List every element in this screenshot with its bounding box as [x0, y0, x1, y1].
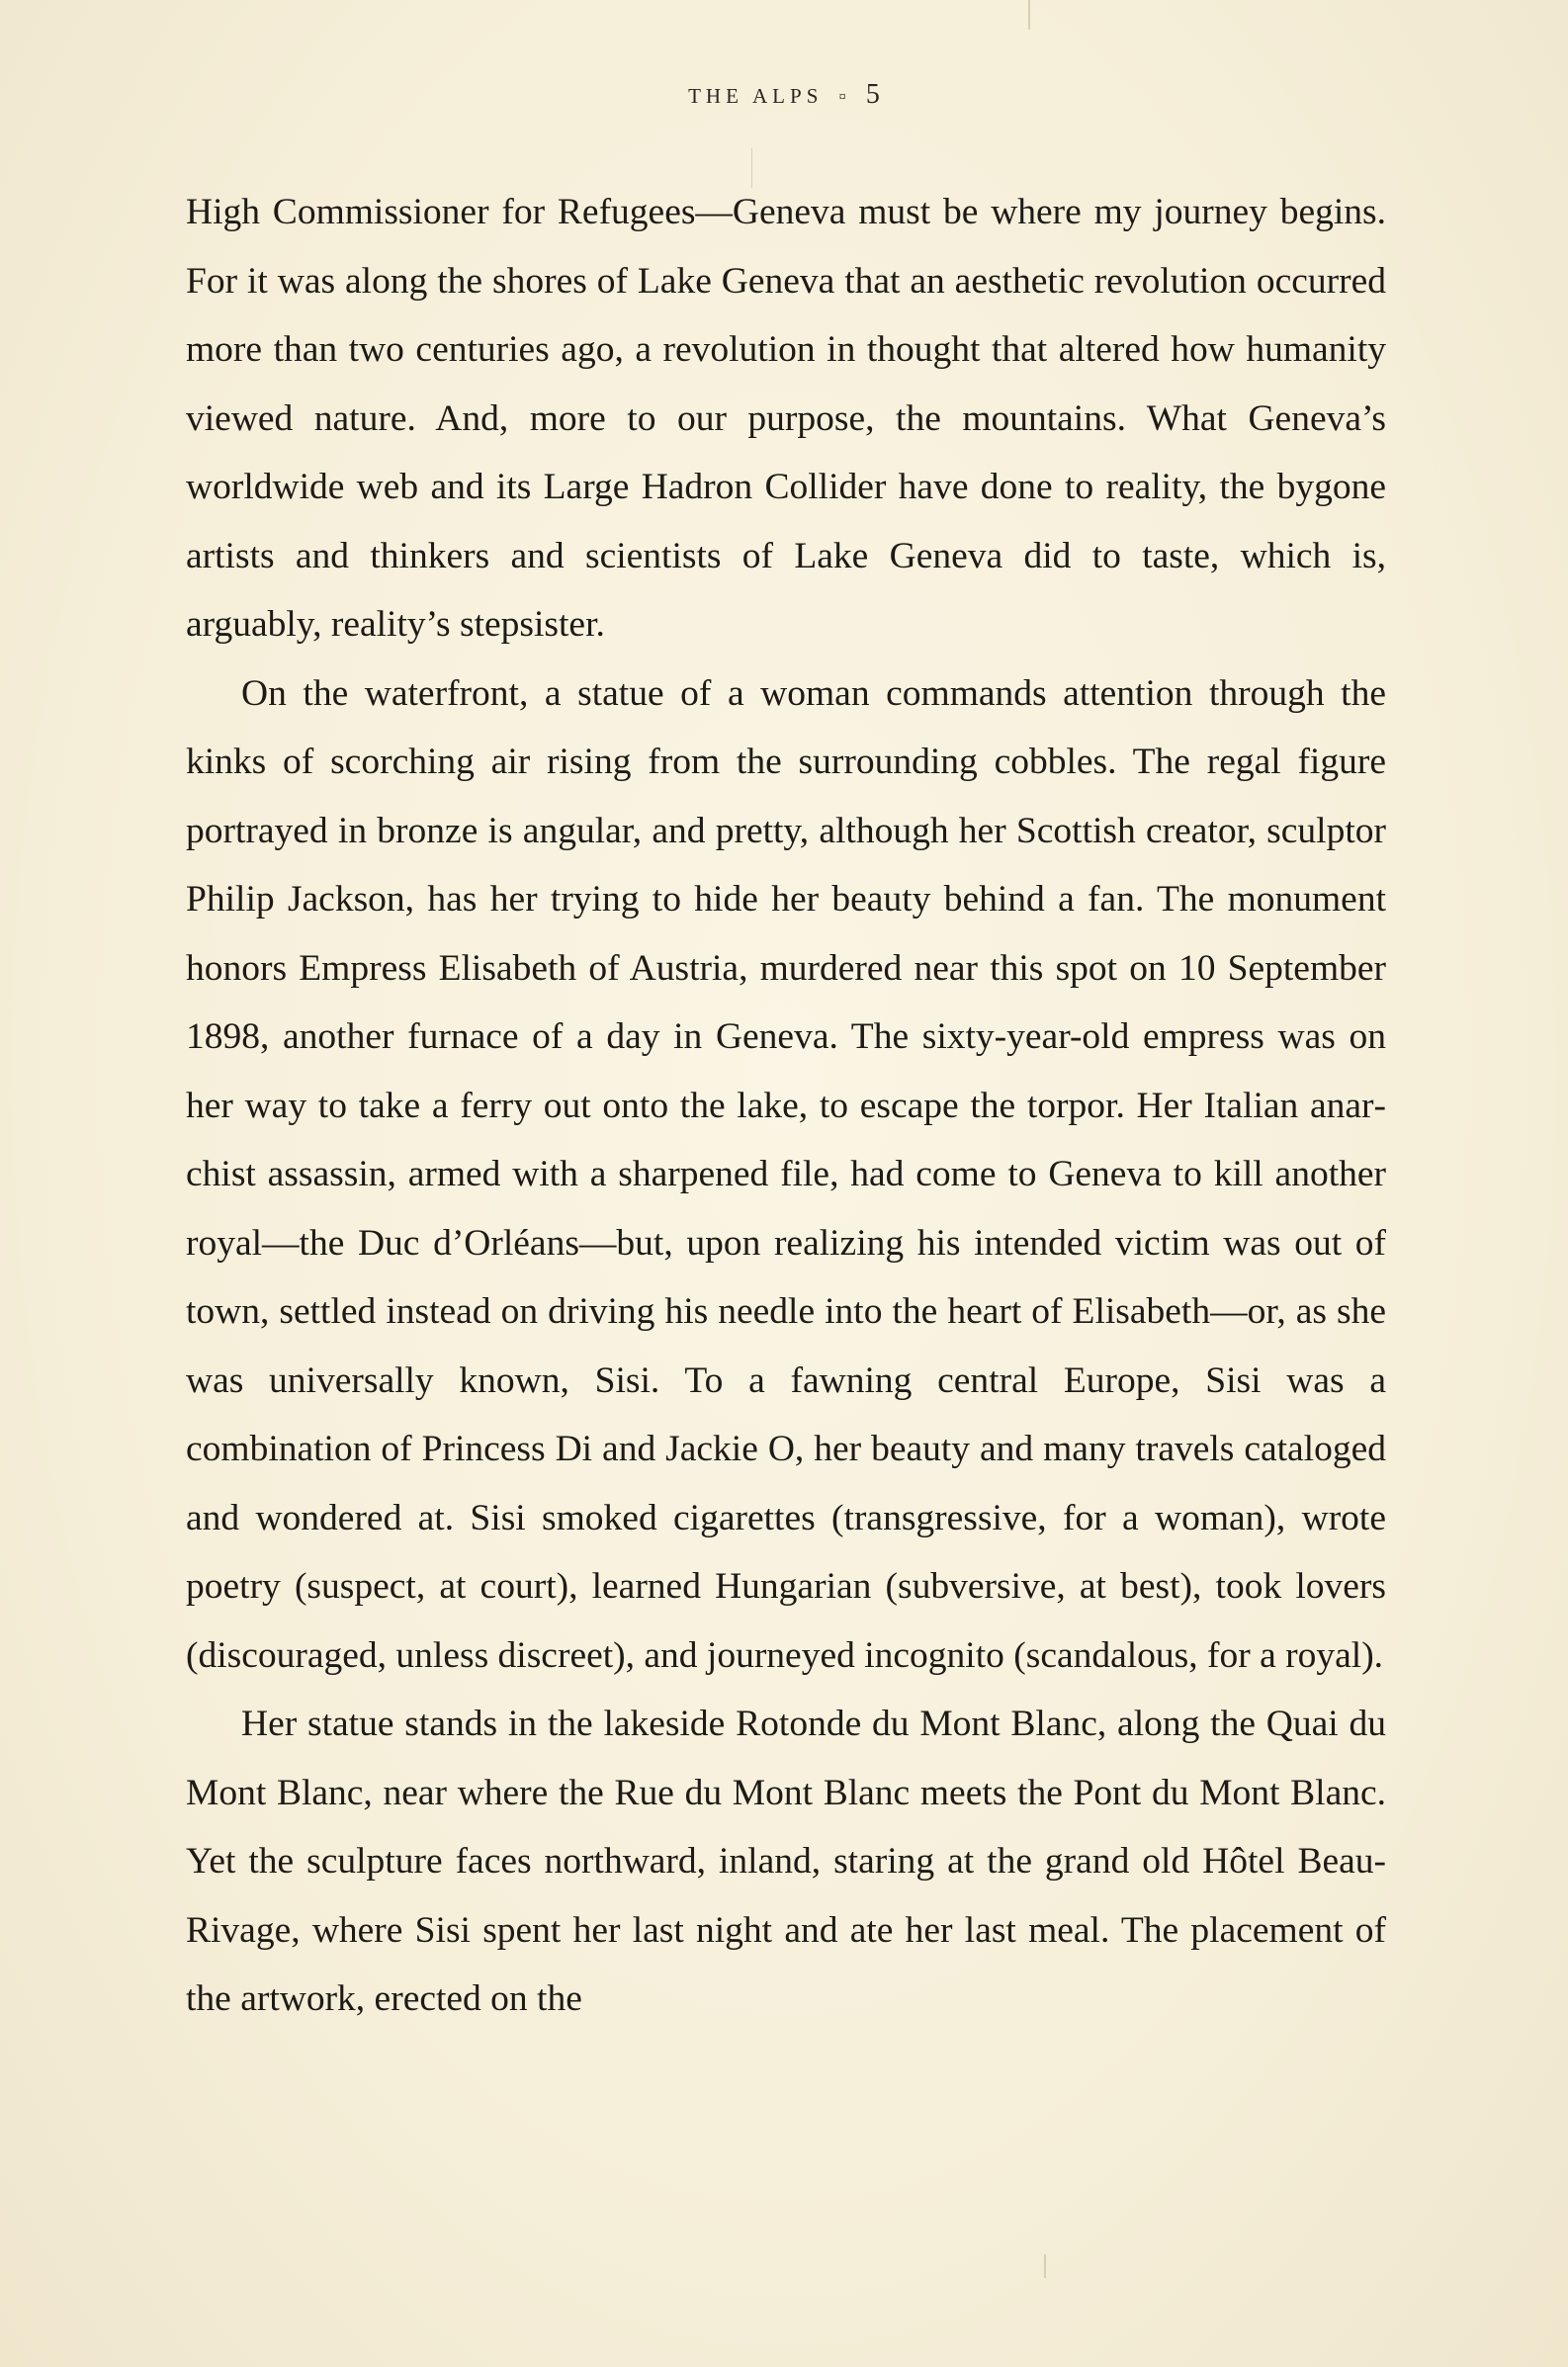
paper-mark	[1028, 0, 1030, 30]
running-title: THE ALPS	[688, 84, 824, 108]
ornament-icon: ¤	[838, 90, 846, 105]
paragraph-1: High Commissioner for Refugees—Geneva must be where my journey begins. For it was along the shores of Lake Geneva that an aesthetic revolution occurred more than two centuries ago, a revolution in thought that altered how humanity viewed nature. And, more to our purpose, the mountains. What Geneva’s worldwide web and its Large Hadron Collider have done to reality, the bygone artists and thinkers and scientists of Lake Geneva did to taste, which is, arguably, reality’s stepsister.	[186, 192, 1386, 645]
paper-mark	[751, 148, 752, 188]
paragraph-3: Her statue stands in the lakeside Rotonde du Mont Blanc, along the Quai du Mont Blanc, near where the Rue du Mont Blanc meets the Pont du Mont Blanc. Yet the sculpture faces northward, inland, staring at the grand old Hôtel Beau-Rivage, where Sisi spent her last night and ate her last meal. The placement of the artwork, erected on the	[186, 1704, 1386, 2019]
paragraph-2: On the waterfront, a statue of a woman commands attention through the kinks of scorching air rising from the surrounding cobbles. The regal figure portrayed in bronze is angular, and pretty, although her Scottish creator, sculptor Philip Jackson, has her trying to hide her beauty behind a fan. The monument honors Empress Elisabeth of Austria, murdered near this spot on 10 September 1898, another furnace of a day in Geneva. The sixty-year-old empress was on her way to take a ferry out onto the lake, to escape the torpor. Her Italian anarchist assassin, armed with a sharpened file, had come to Geneva to kill another royal—the Duc d’Orléans—but, upon realizing his intended victim was out of town, settled instead on driving his needle into the heart of Elisabeth—or, as she was universally known, Sisi. To a fawning central Europe, Sisi was a combination of Princess Di and Jackie O, her beauty and many travels cataloged and wondered at. Sisi smoked cigarettes (transgressive, for a woman), wrote poetry (suspect, at court), learned Hungarian (subversive, at best), took lovers (discouraged, unless discreet), and journeyed incognito (scandalous, for a royal).	[186, 672, 1386, 1676]
body-text	[186, 178, 1386, 2034]
page-number: 5	[865, 79, 880, 110]
paper-mark	[1044, 2254, 1046, 2278]
running-header	[0, 79, 1568, 111]
